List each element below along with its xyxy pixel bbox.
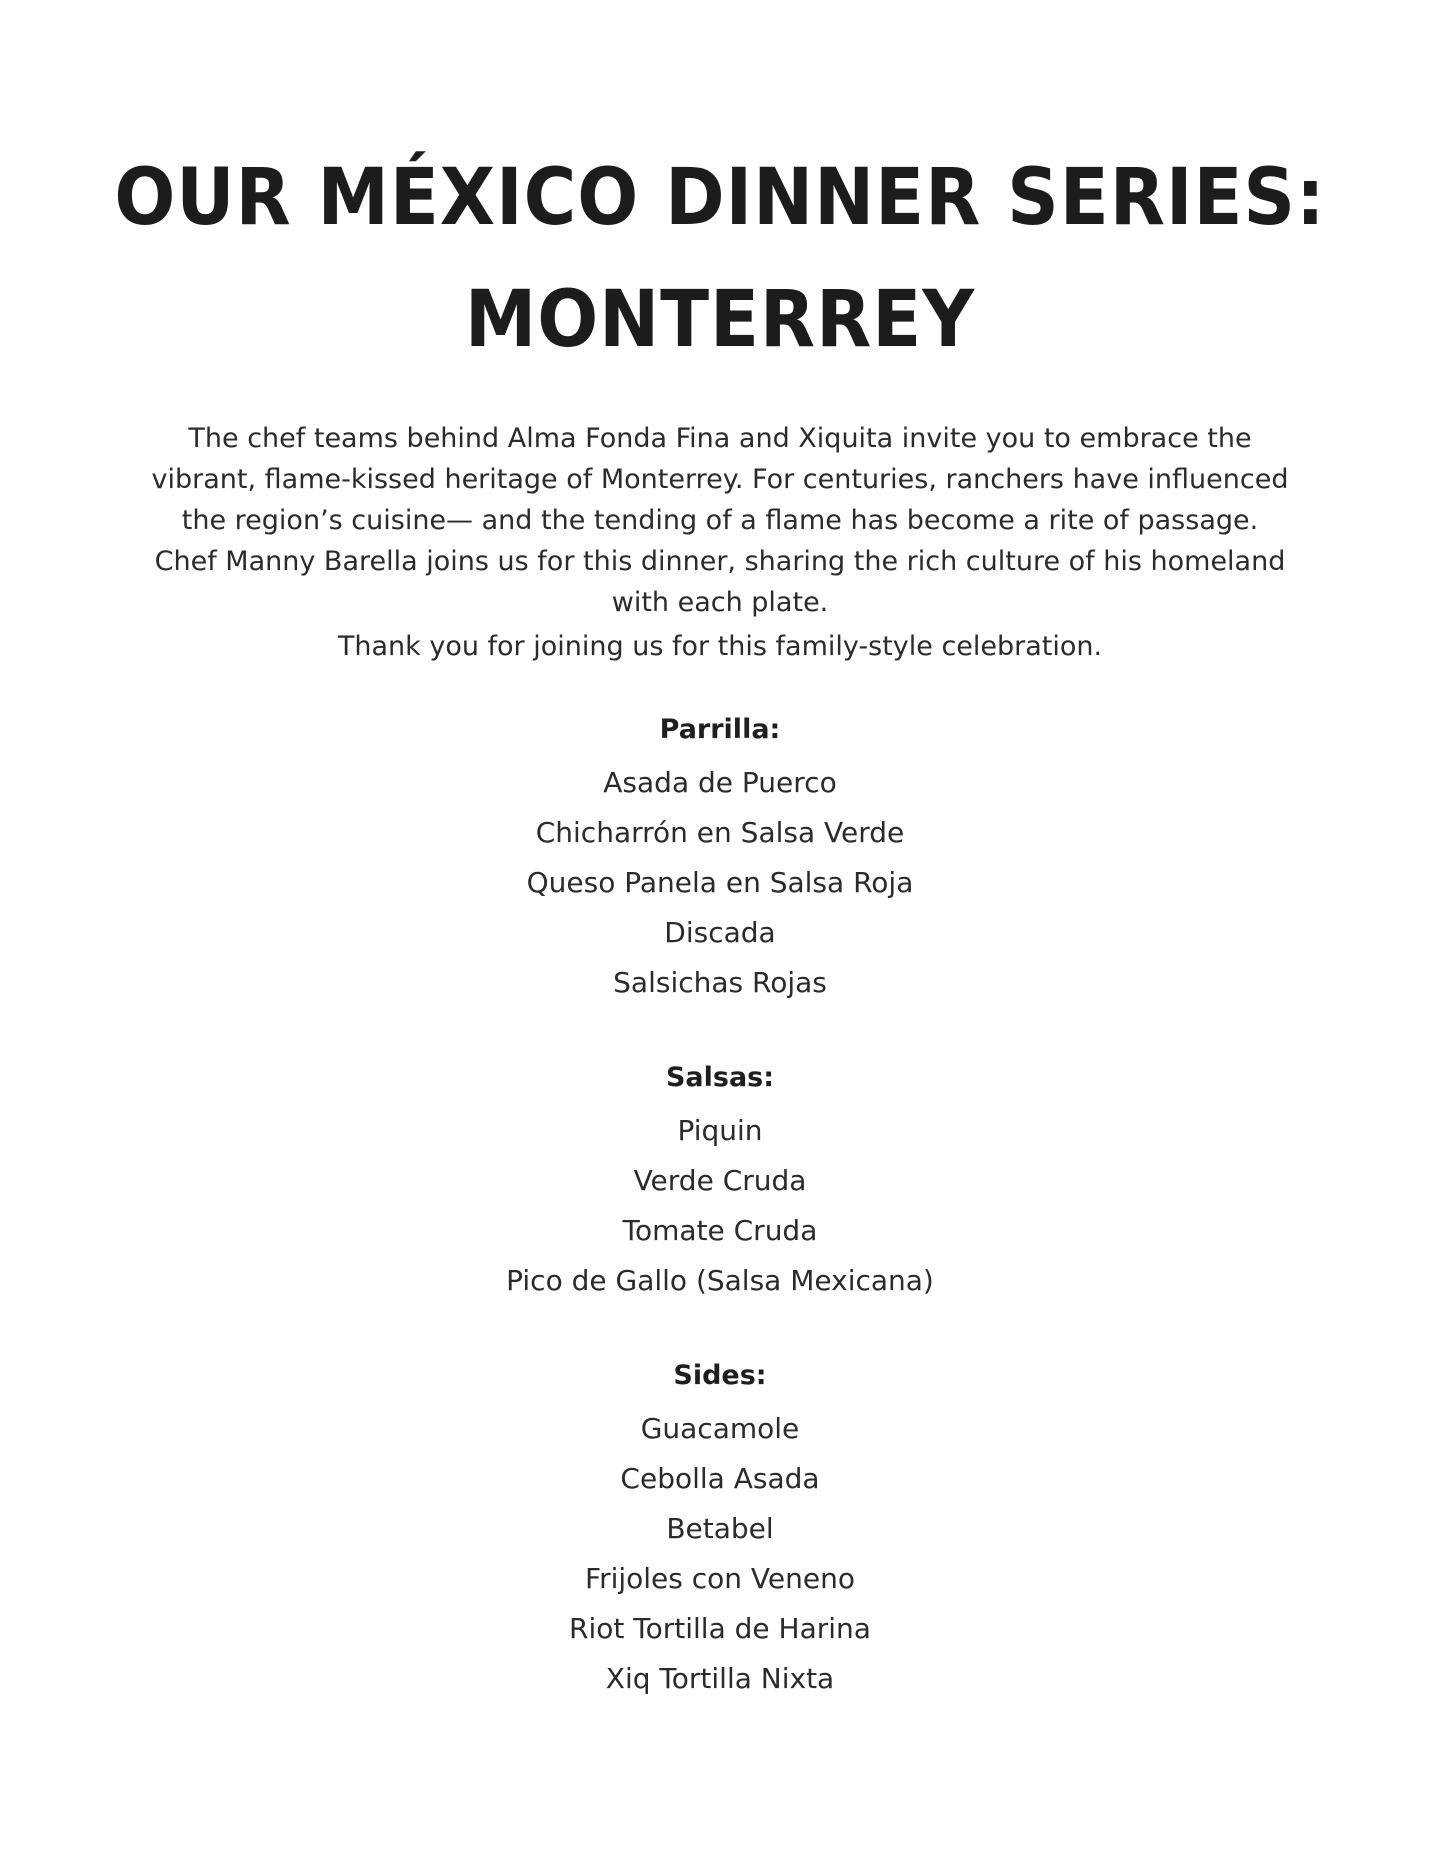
menu-item: Discada (664, 916, 776, 949)
section-heading: Parrilla: (659, 714, 781, 745)
menu-item: Chicharrón en Salsa Verde (535, 816, 905, 849)
intro-paragraph: The chef teams behind Alma Fonda Fina and Xiquita invite you to embrace the vibrant, flame-kissed heritage of Monterrey. For centuries, ranchers have influenced the region’s cuisine— and the tending of a flame has become a rite of passage. Chef Manny Barella joins us for this dinner, sharing the rich culture of his homeland with each plate. (151, 423, 1289, 618)
menu-item: Betabel (666, 1512, 774, 1545)
menu-item: Frijoles con Veneno (585, 1562, 855, 1595)
menu-section-salsas (0, 1056, 1440, 1306)
section-heading: Salsas: (665, 1062, 775, 1093)
section-item-list (0, 1404, 1440, 1704)
menu-item: Guacamole (640, 1412, 800, 1445)
title-line-2: MONTERREY (464, 275, 976, 365)
menu-item: Pico de Gallo (Salsa Mexicana) (506, 1264, 934, 1297)
section-item-list (0, 758, 1440, 1008)
menu-item: Asada de Puerco (603, 766, 837, 799)
menu-item: Riot Tortilla de Harina (569, 1612, 871, 1645)
menu-item: Salsichas Rojas (613, 966, 827, 999)
menu-item: Queso Panela en Salsa Roja (526, 866, 914, 899)
title-line-1: OUR MÉXICO DINNER SERIES: (114, 153, 1326, 243)
thanks-line: Thank you for joining us for this family-style celebration. (337, 631, 1103, 662)
section-heading: Sides: (673, 1360, 767, 1391)
menu-item: Piquin (677, 1114, 763, 1147)
menu-item: Cebolla Asada (620, 1462, 820, 1495)
menu-item: Xiq Tortilla Nixta (605, 1662, 835, 1695)
menu-section-parrilla (0, 708, 1440, 1008)
menu-item: Tomate Cruda (622, 1214, 818, 1247)
menu-section-sides (0, 1354, 1440, 1704)
menu-item: Verde Cruda (633, 1164, 807, 1197)
section-item-list (0, 1106, 1440, 1306)
